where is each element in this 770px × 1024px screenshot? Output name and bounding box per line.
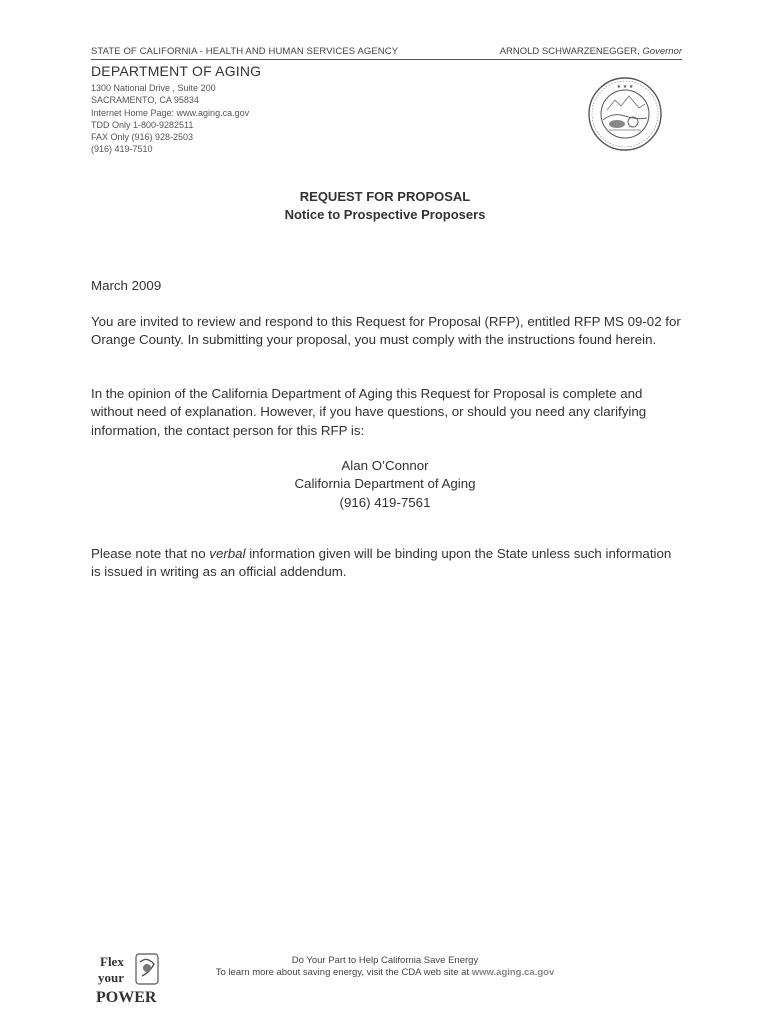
tdd-line: TDD Only 1-800-9282511 bbox=[91, 119, 194, 130]
agency-name: STATE OF CALIFORNIA - HEALTH AND HUMAN SERVICES AGENCY bbox=[91, 46, 399, 57]
footer-website-text: To learn more about saving energy, visit the CDA web site at bbox=[215, 967, 472, 978]
governor-line bbox=[500, 46, 682, 57]
document-title: REQUEST FOR PROPOSAL bbox=[299, 189, 471, 204]
governor-name: ARNOLD SCHWARZENEGGER, bbox=[499, 46, 640, 57]
address-line: SACRAMENTO, CA 95834 bbox=[91, 95, 199, 106]
notice-text: Please note that no bbox=[91, 546, 210, 561]
fax-line: FAX Only (916) 928-2503 bbox=[91, 132, 194, 143]
verbal-notice-paragraph bbox=[91, 545, 683, 582]
department-address bbox=[91, 82, 249, 156]
logo-power: POWER bbox=[96, 989, 157, 1006]
contact-intro-paragraph: In the opinion of the California Department of Aging this Request for Proposal is complete and without need of explanation. However, if you have questions, or should you need any clarifying information, the contact person for this RFP is: bbox=[91, 386, 647, 438]
footer-website-link[interactable]: www.aging.ca.gov bbox=[471, 967, 555, 978]
notice-text-rest: information given will be binding upon the State unless such information is issued in writing as an official addendum. bbox=[91, 546, 672, 580]
website-line: Internet Home Page: www.aging.ca.gov bbox=[91, 107, 250, 118]
department-name: DEPARTMENT OF AGING bbox=[91, 63, 262, 79]
contact-phone: (916) 419-7561 bbox=[339, 494, 431, 510]
letterhead-top-line bbox=[91, 46, 682, 57]
footer-energy-line: Do Your Part to Help California Save Energy bbox=[291, 955, 479, 966]
svg-text:★ ★ ★: ★ ★ ★ bbox=[616, 84, 634, 90]
header-rule bbox=[91, 59, 682, 60]
invitation-paragraph: You are invited to review and respond to this Request for Proposal (RFP), entitled RFP MS 09-02 for Orange County. In submitting your proposal, you must comply with the instructions found herein. bbox=[91, 314, 681, 348]
governor-title: Governor bbox=[642, 46, 682, 57]
address-line: 1300 National Drive , Suite 200 bbox=[91, 83, 216, 93]
letter-date: March 2009 bbox=[91, 278, 162, 293]
contact-block bbox=[0, 457, 770, 512]
document-subtitle: Notice to Prospective Proposers bbox=[284, 207, 486, 222]
phone-line: (916) 419-7510 bbox=[91, 144, 153, 155]
state-seal-icon bbox=[587, 76, 663, 152]
contact-organization: California Department of Aging bbox=[294, 476, 476, 492]
logo-flex: Flex bbox=[100, 954, 124, 969]
logo-your: your bbox=[98, 970, 124, 985]
footer-website-line bbox=[0, 967, 770, 980]
contact-name: Alan O’Connor bbox=[341, 458, 429, 473]
notice-emphasis: verbal bbox=[209, 546, 246, 561]
